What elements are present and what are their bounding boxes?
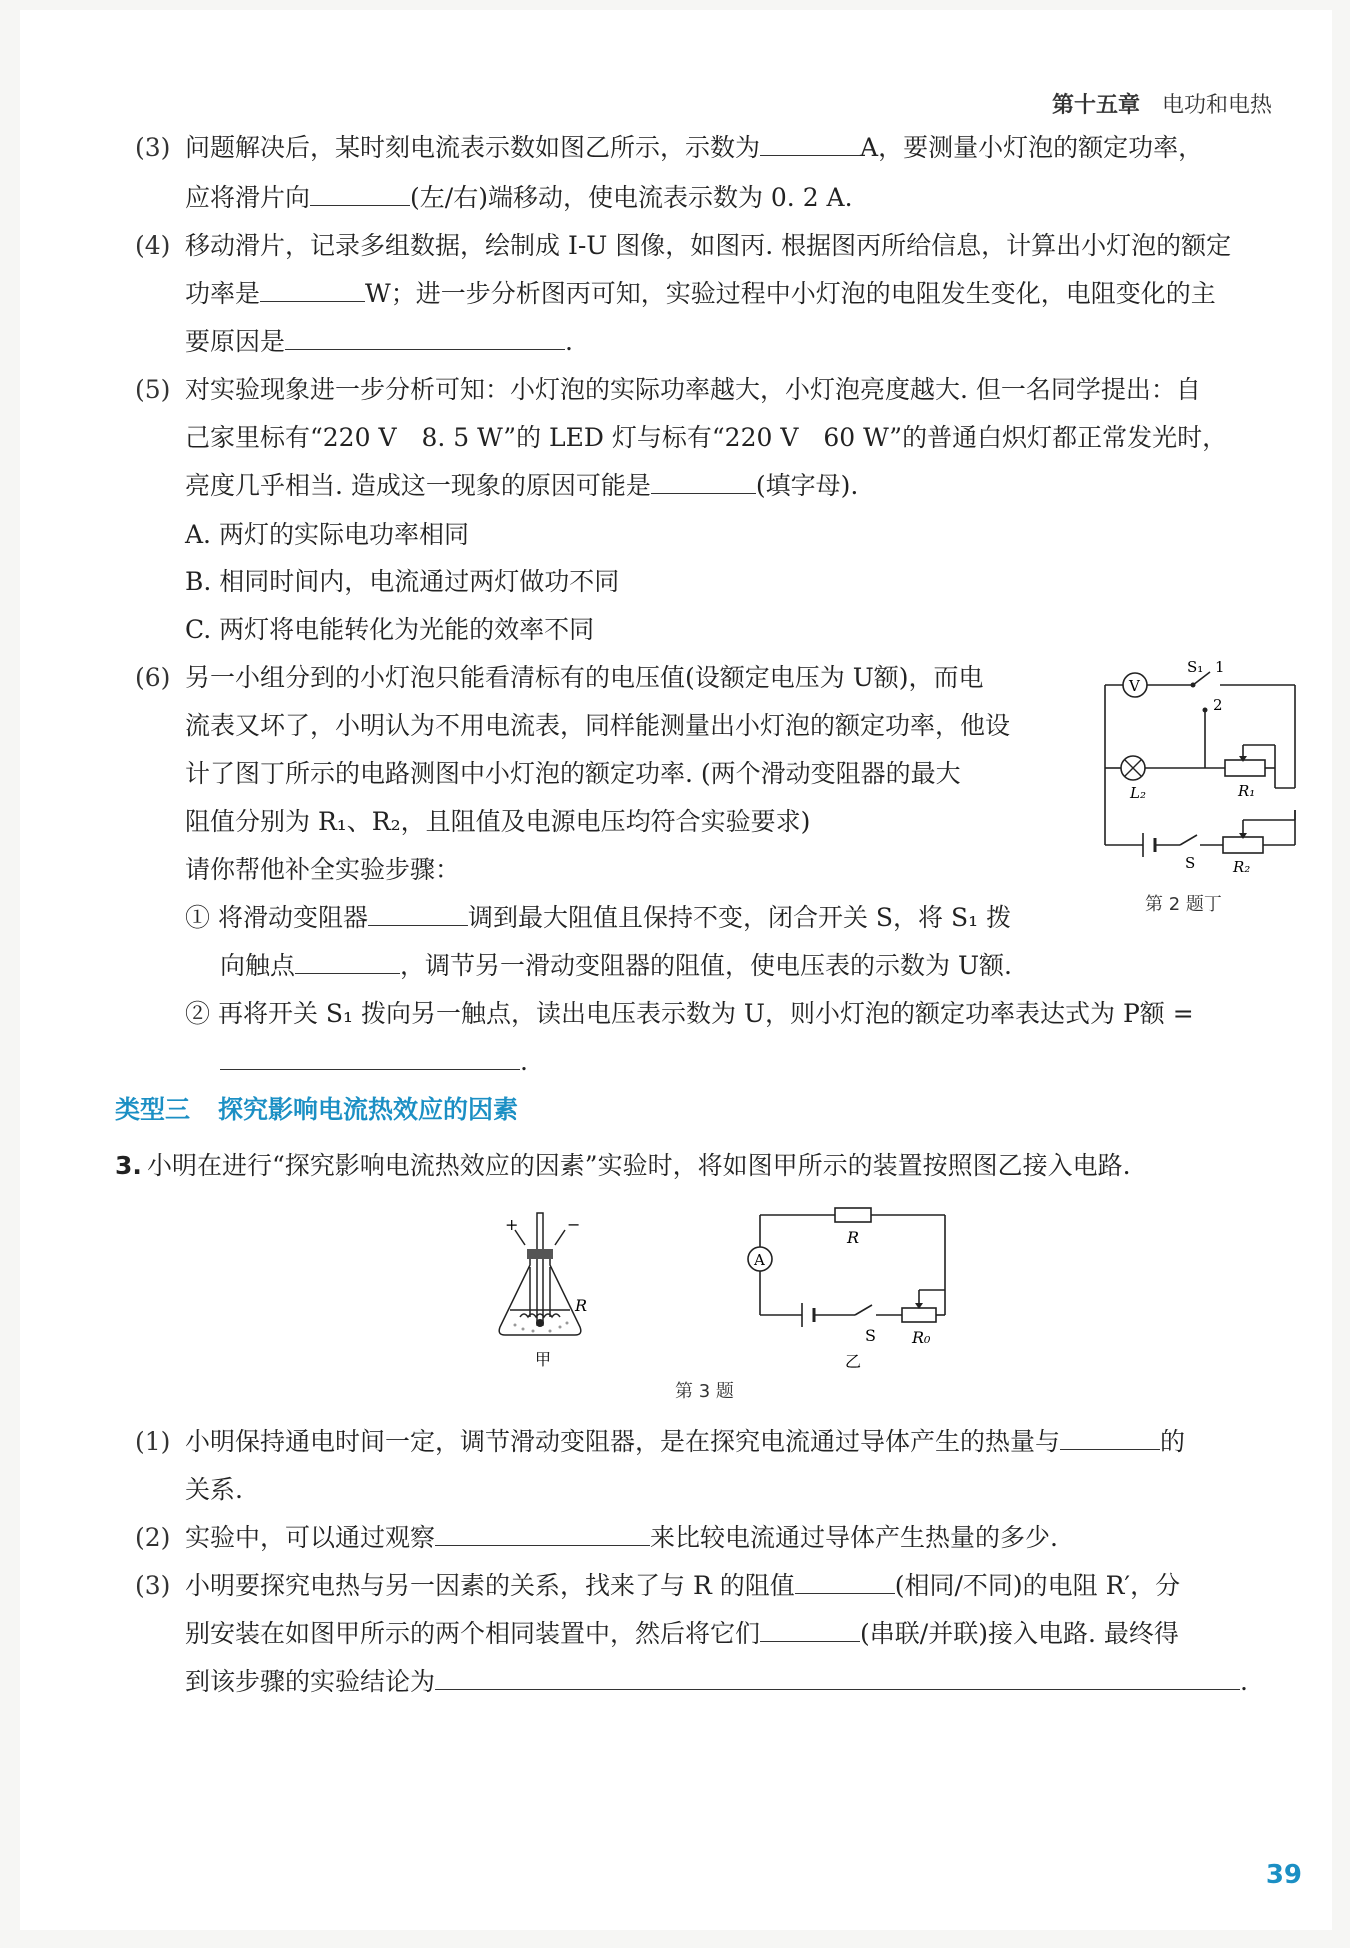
q2-part6-line2: 流表又坏了，小明认为不用电流表，同样能测量出小灯泡的额定功率，他设 (185, 711, 1011, 740)
answer-blank[interactable] (368, 899, 468, 926)
q2-part4-line3: 要原因是 . (185, 322, 573, 362)
svg-text:L₂: L₂ (1130, 784, 1146, 802)
q3-part1-line2: 关系. (185, 1475, 243, 1504)
answer-blank[interactable] (795, 1567, 895, 1594)
answer-blank[interactable] (435, 1519, 650, 1546)
figure-caption-3: 第 3 题 (675, 1381, 734, 1402)
svg-text:1: 1 (1215, 658, 1225, 676)
q2-part6-line4: 阻值分别为 R₁、R₂，且阻值及电源电压均符合实验要求) (185, 807, 811, 836)
chapter-number: 第十五章 (1051, 93, 1140, 118)
svg-text:A: A (754, 1251, 765, 1269)
q2-part3-line2: 应将滑片向 (左/右)端移动，使电流表示数为 0. 2 A. (185, 178, 853, 218)
svg-text:乙: 乙 (845, 1352, 862, 1371)
q2-part5-line3: 亮度几乎相当. 造成这一现象的原因可能是 (填字母). (185, 466, 858, 506)
step1-line1: ① 将滑动变阻器 调到最大阻值且保持不变，闭合开关 S，将 S₁ 拨 (185, 898, 1011, 938)
svg-text:2: 2 (1213, 696, 1223, 714)
q2-part6-line1: (6) 另一小组分到的小灯泡只能看清标有的电压值(设额定电压为 U额)，而电 (135, 663, 984, 692)
option-b: B. 相同时间内，电流通过两灯做功不同 (185, 567, 620, 596)
answer-blank[interactable] (295, 947, 400, 974)
svg-text:S: S (865, 1326, 876, 1345)
answer-blank[interactable] (260, 275, 365, 302)
q3-part2: (2) 实验中，可以通过观察 来比较电流通过导体产生热量的多少. (135, 1518, 1058, 1558)
circuit-diagram-ding (1075, 650, 1315, 880)
option-c: C. 两灯将电能转化为光能的效率不同 (185, 615, 595, 644)
answer-blank[interactable] (285, 323, 565, 350)
q2-part5-line2: 己家里标有“220 V 8. 5 W”的 LED 灯与标有“220 V 60 W”的普通白炽灯都正常发光时， (185, 423, 1228, 452)
q2-part6-line5: 请你帮他补全实验步骤： (185, 855, 461, 884)
q2-part4-line1: (4) 移动滑片，记录多组数据，绘制成 I-U 图像，如图丙. 根据图丙所给信息，计算出小灯泡的额定 (135, 231, 1232, 260)
svg-text:R: R (575, 1296, 588, 1315)
svg-text:R₁: R₁ (1238, 782, 1256, 800)
answer-blank[interactable] (310, 179, 410, 206)
figure-caption-ding: 第 2 题丁 (1145, 894, 1222, 915)
circuit-diagram-yi (730, 1205, 980, 1375)
svg-text:+: + (505, 1215, 519, 1234)
svg-text:V: V (1129, 677, 1140, 695)
svg-text:R₀: R₀ (912, 1328, 931, 1347)
answer-blank[interactable] (435, 1663, 1240, 1690)
q3-part3-line2: 别安装在如图甲所示的两个相同装置中，然后将它们 (串联/并联)接入电路. 最终得 (185, 1614, 1179, 1654)
answer-blank[interactable] (1060, 1423, 1160, 1450)
answer-blank[interactable] (760, 129, 860, 156)
q2-part6-line3: 计了图丁所示的电路测图中小灯泡的额定功率. (两个滑动变阻器的最大 (185, 759, 961, 788)
answer-blank[interactable] (651, 467, 756, 494)
q3-part3-line1: (3) 小明要探究电热与另一因素的关系，找来了与 R 的阻值 (相同/不同)的电阻 R′，分 (135, 1566, 1180, 1606)
page-number: 39 (1265, 1860, 1302, 1890)
chapter-header (1052, 88, 1272, 119)
q3-stem: 3. 小明在进行“探究影响电流热效应的因素”实验时，将如图甲所示的装置按照图乙接入电路. (115, 1151, 1131, 1180)
svg-text:S: S (1185, 854, 1196, 872)
svg-text:R₂: R₂ (1233, 858, 1251, 876)
svg-text:S₁: S₁ (1187, 658, 1204, 676)
page (20, 10, 1332, 1930)
chapter-title: 电功和电热 (1161, 93, 1272, 118)
q3-part3-line3: 到该步骤的实验结论为 . (185, 1662, 1248, 1702)
apparatus-diagram-jia (475, 1205, 615, 1375)
svg-text:甲: 甲 (535, 1350, 552, 1369)
answer-blank[interactable] (760, 1615, 860, 1642)
step2-line2: . (220, 1042, 528, 1082)
svg-text:R: R (847, 1228, 860, 1247)
q2-part3-line1: (3) 问题解决后，某时刻电流表示数如图乙所示，示数为 A，要测量小灯泡的额定功率， (135, 128, 1203, 168)
section-heading: 类型三 探究影响电流热效应的因素 (115, 1095, 519, 1124)
step1-line2: 向触点 ，调节另一滑动变阻器的阻值，使电压表的示数为 U额. (220, 946, 1012, 986)
q2-part5-line1: (5) 对实验现象进一步分析可知：小灯泡的实际功率越大，小灯泡亮度越大. 但一名同学提出：自 (135, 375, 1201, 404)
svg-text:−: − (567, 1215, 581, 1234)
q2-part4-line2: 功率是 W；进一步分析图丙可知，实验过程中小灯泡的电阻发生变化，电阻变化的主 (185, 274, 1216, 314)
answer-blank[interactable] (220, 1043, 520, 1070)
q3-part1-line1: (1) 小明保持通电时间一定，调节滑动变阻器，是在探究电流通过导体产生的热量与 的 (135, 1422, 1185, 1462)
step2-line1: ② 再将开关 S₁ 拨向另一触点，读出电压表示数为 U，则小灯泡的额定功率表达式为 P额 = (185, 999, 1194, 1028)
option-a: A. 两灯的实际电功率相同 (185, 520, 469, 549)
